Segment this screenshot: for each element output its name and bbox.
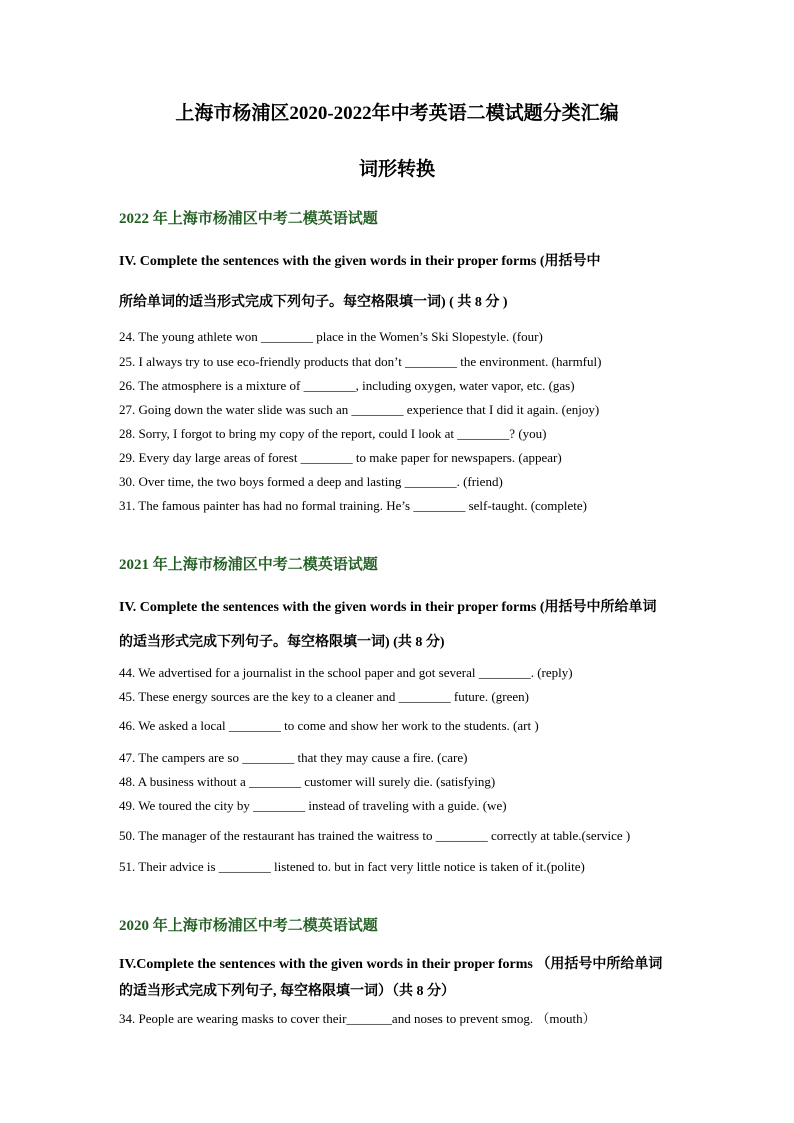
question-item: 31. The famous painter has had no formal training. He’s ________ self-taught. (complete) xyxy=(119,498,587,513)
question-item: 30. Over time, the two boys formed a deep and lasting ________. (friend) xyxy=(119,474,503,489)
question-item: 34. People are wearing masks to cover their_______and noses to prevent smog. （mouth） xyxy=(119,1011,596,1026)
instruction-line-1: IV.Complete the sentences with the given words in their proper forms （用括号中所给单词 xyxy=(119,957,663,972)
question-item: 26. The atmosphere is a mixture of ________, including oxygen, water vapor, etc. (gas) xyxy=(119,378,575,393)
instruction-line-2: 的适当形式完成下列句子。每空格限填一词) (共 8 分) xyxy=(119,635,445,650)
instruction-line-2: 的适当形式完成下列句子, 每空格限填一词）（共 8 分） xyxy=(119,984,455,999)
question-item: 24. The young athlete won ________ place in the Women’s Ski Slopestyle. (four) xyxy=(119,329,543,344)
document-title: 上海市杨浦区2020-2022年中考英语二模试题分类汇编 xyxy=(175,103,619,124)
section-heading-2021: 2021 年上海市杨浦区中考二模英语试题 xyxy=(119,557,378,573)
question-item: 29. Every day large areas of forest ________ to make paper for newspapers. (appear) xyxy=(119,450,562,465)
question-item: 47. The campers are so ________ that they may cause a fire. (care) xyxy=(119,750,468,765)
question-item: 44. We advertised for a journalist in the school paper and got several ________. (reply) xyxy=(119,665,573,680)
question-item: 45. These energy sources are the key to a cleaner and ________ future. (green) xyxy=(119,689,529,704)
question-item: 28. Sorry, I forgot to bring my copy of the report, could I look at ________? (you) xyxy=(119,426,547,441)
question-item: 51. Their advice is ________ listened to. but in fact very little notice is taken of it.(polite) xyxy=(119,859,585,874)
question-item: 27. Going down the water slide was such an ________ experience that I did it again. (enjoy) xyxy=(119,402,600,417)
section-heading-2020: 2020 年上海市杨浦区中考二模英语试题 xyxy=(119,918,378,934)
instruction-line-2: 所给单词的适当形式完成下列句子。每空格限填一词) ( 共 8 分 ) xyxy=(119,295,508,310)
question-item: 49. We toured the city by ________ instead of traveling with a guide. (we) xyxy=(119,798,507,813)
document-subtitle: 词形转换 xyxy=(358,159,435,180)
section-heading-2022: 2022 年上海市杨浦区中考二模英语试题 xyxy=(119,211,378,227)
question-item: 48. A business without a ________ customer will surely die. (satisfying) xyxy=(119,774,496,789)
instruction-line-1: IV. Complete the sentences with the given words in their proper forms (用括号中所给单词 xyxy=(119,600,657,615)
question-item: 50. The manager of the restaurant has trained the waitress to ________ correctly at table.(service ) xyxy=(119,828,631,843)
instruction-line-1: IV. Complete the sentences with the given words in their proper forms (用括号中 xyxy=(119,254,601,269)
question-item: 46. We asked a local ________ to come and show her work to the students. (art ) xyxy=(119,718,539,733)
question-item: 25. I always try to use eco-friendly products that don’t ________ the environment. (harmful) xyxy=(119,354,602,369)
